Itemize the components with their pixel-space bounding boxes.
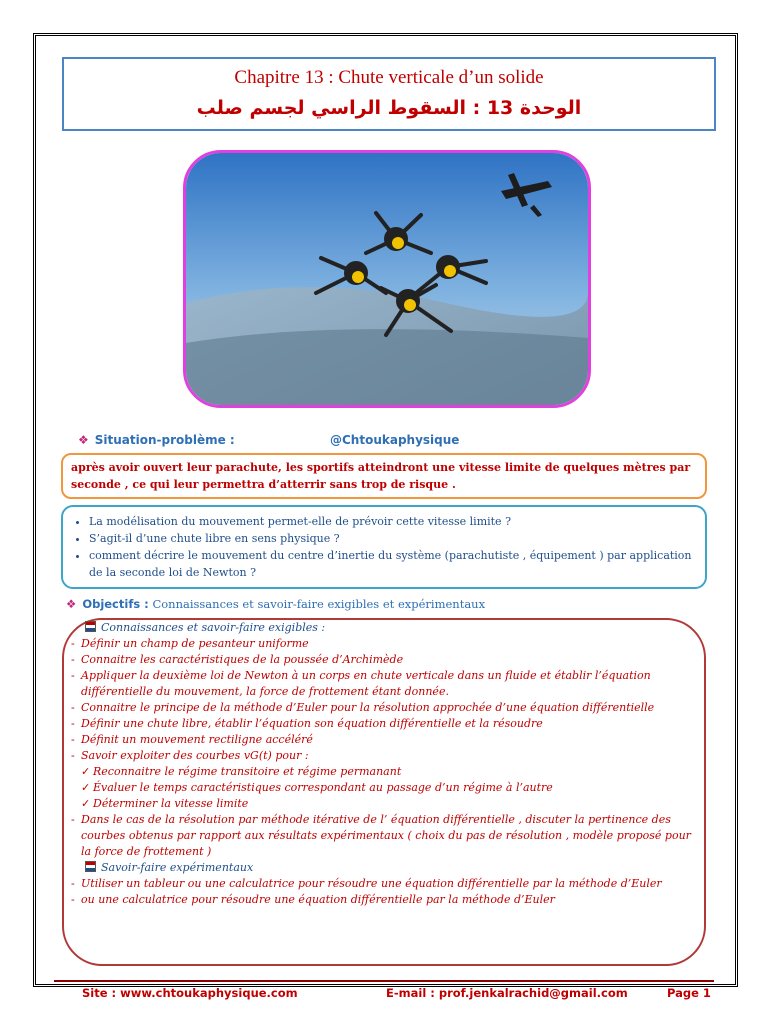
skydivers-illustration xyxy=(186,153,588,405)
footer-email-link[interactable]: E-mail : prof.jenkalrachid@gmail.com xyxy=(386,986,628,1000)
question-item: • S’agit-il d’une chute libre en sens physique ? xyxy=(89,530,697,547)
questions-box xyxy=(61,505,707,589)
objectives-label: Objectifs : xyxy=(82,597,149,611)
objective-item: - Définit un mouvement rectiligne accéléré xyxy=(71,733,313,746)
question-item: • comment décrire le mouvement du centre d’inertie du système (parachutiste , équipement ) par application de la seconde loi de Newton ? xyxy=(89,547,697,581)
objective-item: - Définir une chute libre, établir l’équation son équation différentielle et la résoudre xyxy=(71,717,543,730)
objective-item: - Appliquer la deuxième loi de Newton à un corps en chute verticale dans un fluide et établir l’équation différentielle du mouvement, la force de frottement étant donnée. xyxy=(71,669,651,698)
objective-item: - Connaitre les caractéristiques de la poussée d’Archimède xyxy=(71,653,404,666)
flag-bullet-icon xyxy=(85,861,96,872)
knowledge-heading: Connaissances et savoir-faire exigibles : xyxy=(71,620,703,636)
check-item: ✓ Déterminer la vitesse limite xyxy=(81,797,249,810)
social-handle: @Chtoukaphysique xyxy=(330,433,460,447)
check-item: ✓ Évaluer le temps caractéristiques correspondant au passage d’un régime à l’autre xyxy=(81,781,553,794)
objective-item: - Définir un champ de pesanteur uniforme xyxy=(71,637,309,650)
diamond-bullet-icon: ❖ xyxy=(78,433,89,447)
question-item: • La modélisation du mouvement permet-elle de prévoir cette vitesse limite ? xyxy=(89,513,697,530)
footer-divider xyxy=(54,980,714,982)
flag-bullet-icon xyxy=(85,621,96,632)
objective-item: - Connaitre le principe de la méthode d’Euler pour la résolution approchée d’une équation différentielle xyxy=(71,701,655,714)
checkmark-icon: ✓ xyxy=(81,781,91,794)
situation-text-box xyxy=(61,453,707,499)
objectives-list xyxy=(71,620,703,908)
objectives-header xyxy=(66,597,706,615)
situation-text: après avoir ouvert leur parachute, les sportifs atteindront une vitesse limite de quelques mètres par seconde , ce qui leur permettra d’atterrir sans trop de risque . xyxy=(71,461,691,491)
footer xyxy=(0,986,768,1002)
situation-header xyxy=(78,433,698,451)
check-item: ✓ Reconnaitre le régime transitoire et régime permanant xyxy=(81,765,402,778)
skydivers-photo xyxy=(183,150,591,408)
chapter-title-fr: Chapitre 13 : Chute verticale d’un solide xyxy=(234,67,544,88)
diamond-bullet-icon: ❖ xyxy=(66,597,77,611)
objectives-text: Connaissances et savoir-faire exigibles et expérimentaux xyxy=(152,597,486,611)
checkmark-icon: ✓ xyxy=(81,797,91,810)
objective-item: - Utiliser un tableur ou une calculatrice pour résoudre une équation différentielle par la méthode d’Euler xyxy=(71,877,662,890)
footer-site-link[interactable]: Site : www.chtoukaphysique.com xyxy=(82,986,298,1000)
objective-item: - ou une calculatrice pour résoudre une équation différentielle par la méthode d’Euler xyxy=(71,893,555,906)
objective-item: - Savoir exploiter des courbes vG(t) pour : xyxy=(71,749,309,762)
situation-label: Situation-problème : xyxy=(94,433,235,447)
objective-item: - Dans le cas de la résolution par méthode itérative de l’ équation différentielle , discuter la pertinence des courbes obtenus par rapport aux résultats expérimentaux ( choix du pas de résolution , modèle proposé pour la force de frottement ) xyxy=(71,813,691,858)
title-box xyxy=(62,57,716,131)
chapter-title-ar: الوحدة 13 : السقوط الراسي لجسم صلب xyxy=(196,97,582,119)
checkmark-icon: ✓ xyxy=(81,765,91,778)
experimental-heading: Savoir-faire expérimentaux xyxy=(71,860,703,876)
page-number: Page 1 xyxy=(667,986,711,1000)
